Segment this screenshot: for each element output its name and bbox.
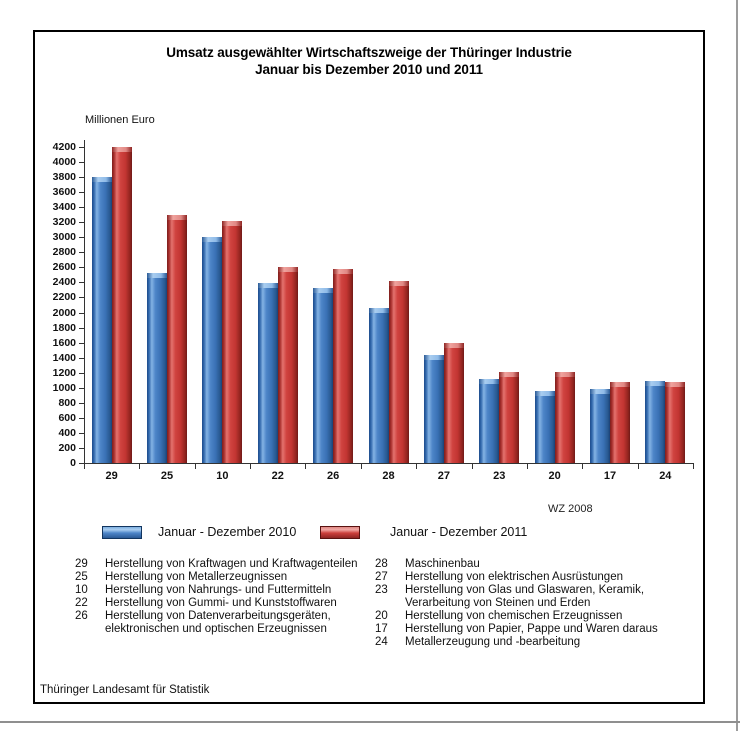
bar-2011-27: [444, 343, 464, 463]
y-tick: [79, 433, 84, 434]
x-boundary-tick: [527, 464, 528, 469]
x-category-label: 10: [216, 470, 229, 482]
y-tick-label: 600: [58, 411, 76, 424]
y-tick-label: 2800: [52, 246, 76, 259]
category-code: 28: [375, 558, 388, 570]
classification-note: WZ 2008: [548, 503, 593, 515]
y-tick-label: 2600: [52, 261, 76, 274]
category-item: [375, 623, 697, 636]
y-tick-label: 4200: [52, 141, 76, 153]
y-tick: [79, 192, 84, 193]
y-tick-label: 1600: [52, 336, 76, 349]
y-axis-line: [84, 140, 85, 464]
x-category-label: 24: [659, 470, 672, 482]
bar-2010-27: [424, 355, 444, 463]
bar-2010-24: [645, 381, 665, 463]
category-item: [75, 558, 370, 571]
category-label: Herstellung von Kraftwagen und Kraftwagenteilen: [105, 558, 358, 570]
bar-2011-17: [610, 382, 630, 463]
x-category-label: 25: [160, 470, 174, 482]
chart-title-line2: Januar bis Dezember 2010 und 2011: [255, 62, 483, 77]
bar-2011-26: [333, 269, 353, 463]
y-tick: [79, 282, 84, 283]
legend-item-2011: [320, 525, 527, 539]
bar-2010-23: [479, 379, 499, 463]
category-label: Herstellung von chemischen Erzeugnissen: [405, 610, 623, 622]
category-label: Herstellung von Datenverarbeitungsgeräten, elektronischen und optischen Erzeugnissen: [105, 610, 331, 635]
legend-label-2010: Januar - Dezember 2010: [158, 525, 297, 539]
y-tick: [79, 388, 84, 389]
y-tick: [79, 343, 84, 344]
legend-label-2011: Januar - Dezember 2011: [390, 525, 528, 539]
y-tick-label: 1000: [52, 381, 76, 394]
x-category-label: 22: [271, 470, 284, 482]
x-axis-line: [83, 463, 694, 464]
x-category-label: 27: [437, 470, 450, 482]
bar-2010-29: [92, 177, 112, 463]
y-tick-label: 3000: [52, 231, 76, 244]
y-tick-label: 3800: [52, 171, 76, 184]
category-code: 25: [75, 571, 88, 583]
y-tick: [79, 328, 84, 329]
bar-2011-22: [278, 267, 298, 463]
y-tick-label: 1800: [52, 321, 76, 334]
bar-2010-22: [258, 283, 278, 463]
y-tick: [79, 207, 84, 208]
y-tick-label: 2400: [52, 276, 76, 289]
y-tick-label: 1400: [52, 351, 76, 364]
x-boundary-tick: [472, 464, 473, 469]
y-tick: [79, 373, 84, 374]
y-tick-label: 4000: [52, 156, 76, 169]
category-label: Metallerzeugung und -bearbeitung: [405, 636, 581, 648]
y-tick-label: 3400: [52, 201, 76, 214]
legend-swatch-2011-icon: [320, 526, 360, 539]
category-label: Maschinenbau: [405, 558, 480, 570]
category-code: 23: [375, 584, 388, 596]
x-boundary-tick: [638, 464, 639, 469]
y-tick: [79, 267, 84, 268]
y-tick: [79, 147, 84, 148]
x-category-label: 29: [105, 470, 118, 482]
category-code: 10: [75, 584, 88, 596]
bar-2011-20: [555, 372, 575, 463]
x-boundary-tick: [416, 464, 417, 469]
y-tick-label: 1200: [52, 366, 76, 379]
category-item: [375, 584, 697, 610]
category-code: 26: [75, 610, 88, 622]
category-item: [75, 597, 370, 610]
y-tick: [79, 418, 84, 419]
bar-2010-26: [313, 288, 333, 463]
category-legend-right: [375, 558, 697, 649]
page-edge-bottom: [0, 721, 740, 723]
bar-2011-25: [167, 215, 187, 463]
chart-title: [35, 44, 703, 78]
x-boundary-tick: [305, 464, 306, 469]
legend-item-2010: [102, 525, 296, 539]
y-tick-label: 0: [70, 457, 76, 469]
category-code: 29: [75, 558, 88, 570]
y-tick-label: 3200: [52, 216, 76, 229]
y-tick-label: 800: [58, 396, 76, 409]
category-item: [75, 610, 370, 636]
x-boundary-tick: [139, 464, 140, 469]
chart-panel: [33, 30, 705, 704]
plot-area: [52, 140, 693, 482]
x-category-label: 17: [603, 470, 617, 482]
x-category-label: 23: [493, 470, 506, 482]
category-label: Herstellung von Metallerzeugnissen: [105, 571, 288, 583]
category-label: Herstellung von elektrischen Ausrüstungen: [405, 571, 623, 583]
y-tick-label: 200: [58, 441, 76, 454]
x-boundary-tick: [693, 464, 694, 469]
y-tick: [79, 448, 84, 449]
x-category-label: 26: [327, 470, 340, 482]
y-axis-unit-label: Millionen Euro: [85, 114, 155, 126]
y-tick-label: 400: [58, 426, 76, 439]
x-boundary-tick: [361, 464, 362, 469]
y-tick: [79, 177, 84, 178]
category-legend-left: [75, 558, 370, 636]
category-label: Herstellung von Papier, Pappe und Waren daraus: [405, 623, 658, 635]
category-item: [375, 636, 697, 649]
y-tick: [79, 252, 84, 253]
category-item: [375, 571, 697, 584]
x-boundary-tick: [250, 464, 251, 469]
x-boundary-tick: [84, 464, 85, 469]
category-label: Herstellung von Glas und Glaswaren, Keramik, Verarbeitung von Steinen und Erden: [405, 584, 645, 609]
category-code: 20: [375, 610, 388, 622]
y-tick-label: 3600: [52, 186, 76, 199]
bar-2011-28: [389, 281, 409, 463]
source-note: Thüringer Landesamt für Statistik: [40, 684, 210, 696]
category-item: [375, 558, 697, 571]
bar-2011-24: [665, 382, 685, 463]
bar-2010-28: [369, 308, 389, 463]
category-item: [75, 584, 370, 597]
y-tick: [79, 162, 84, 163]
bar-2011-29: [112, 147, 132, 463]
bar-2011-23: [499, 372, 519, 463]
chart-title-line1: Umsatz ausgewählter Wirtschaftszweige der Thüringer Industrie: [166, 45, 572, 60]
legend-swatch-2010-icon: [102, 526, 142, 539]
y-tick-label: 2000: [52, 306, 76, 319]
bar-2010-10: [202, 237, 222, 463]
bar-2011-10: [222, 221, 242, 463]
category-code: 22: [75, 597, 88, 609]
bar-2010-20: [535, 391, 555, 463]
y-tick: [79, 313, 84, 314]
y-tick: [79, 222, 84, 223]
y-tick: [79, 358, 84, 359]
bar-2010-25: [147, 273, 167, 463]
x-boundary-tick: [195, 464, 196, 469]
y-tick-label: 2200: [52, 291, 76, 304]
y-tick: [79, 297, 84, 298]
x-boundary-tick: [582, 464, 583, 469]
category-item: [75, 571, 370, 584]
y-tick: [79, 237, 84, 238]
page-edge-right: [736, 0, 738, 731]
bar-2010-17: [590, 389, 610, 463]
category-code: 17: [375, 623, 388, 635]
category-label: Herstellung von Gummi- und Kunststoffwaren: [105, 597, 337, 609]
y-tick: [79, 403, 84, 404]
category-code: 24: [375, 636, 388, 648]
category-item: [375, 610, 697, 623]
x-category-label: 20: [548, 470, 561, 482]
category-code: 27: [375, 571, 388, 583]
x-category-label: 28: [382, 470, 395, 482]
category-label: Herstellung von Nahrungs- und Futtermitteln: [105, 584, 332, 596]
